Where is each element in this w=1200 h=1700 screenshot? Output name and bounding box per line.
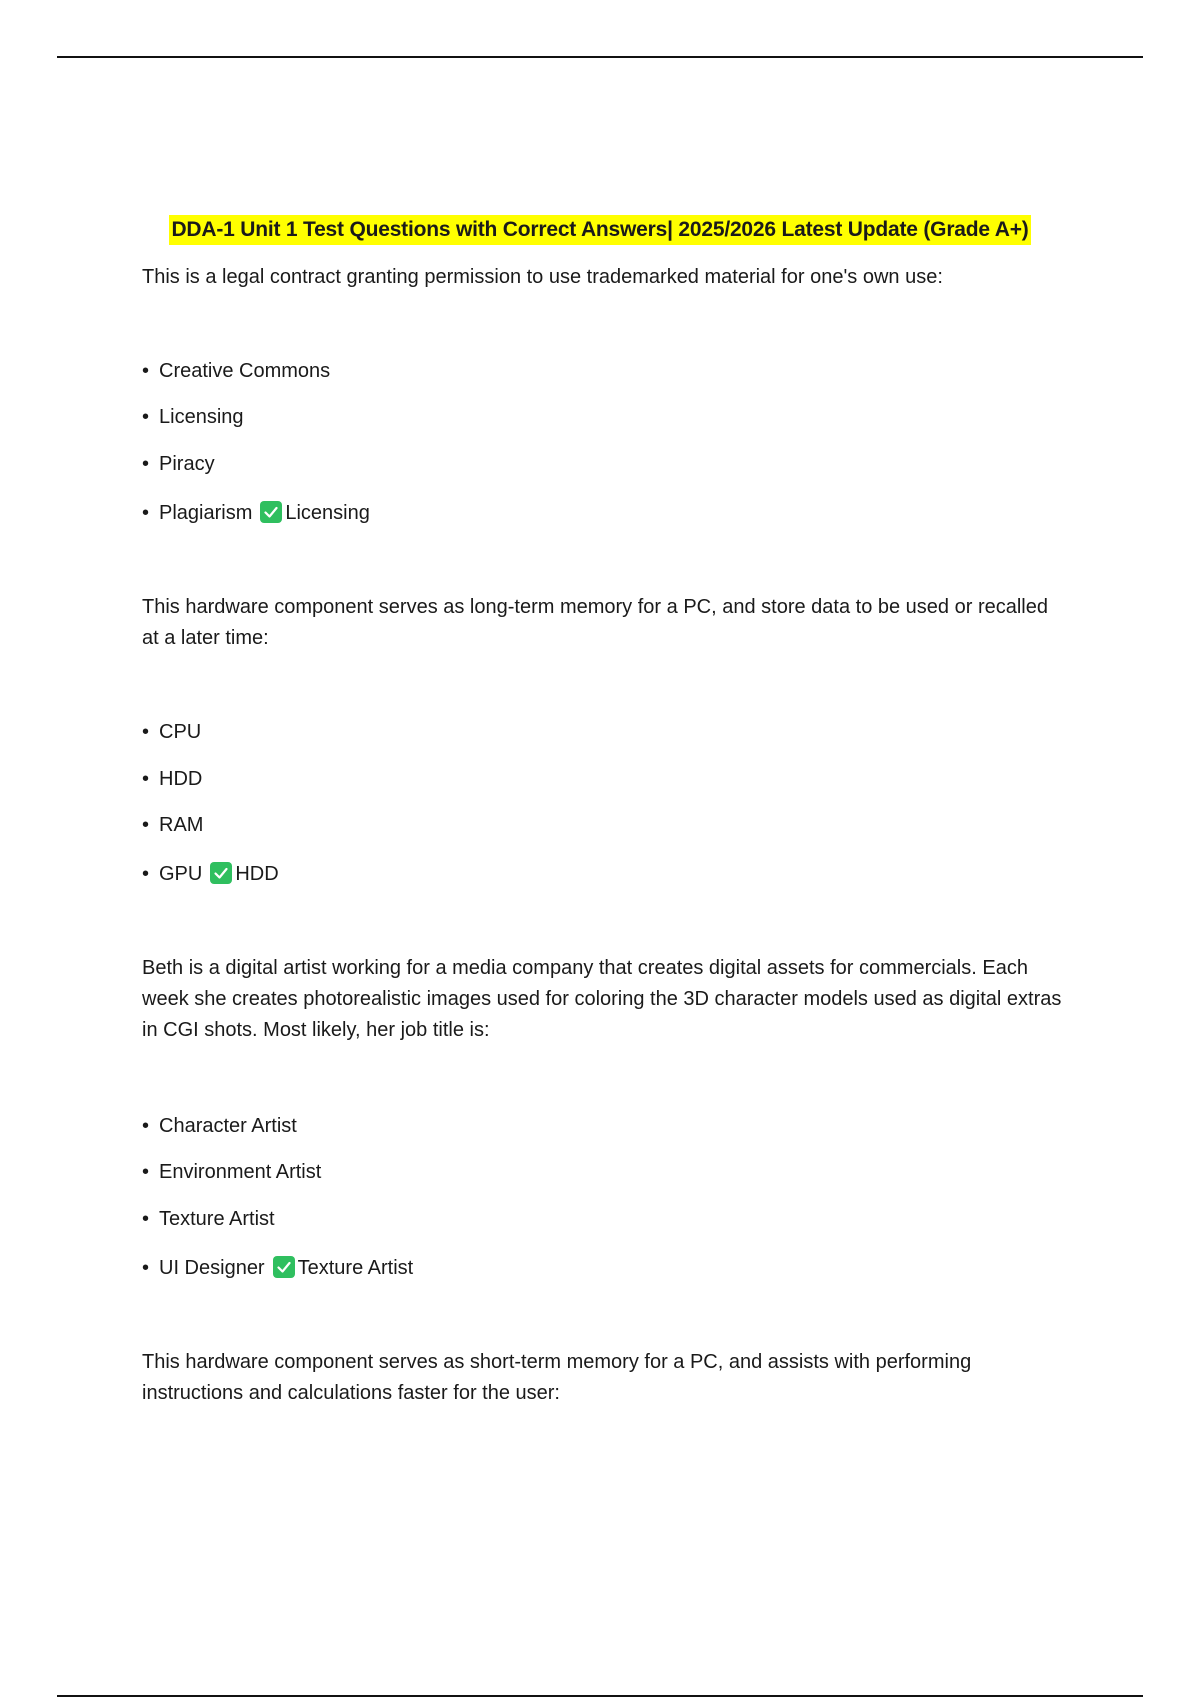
option-label: CPU	[159, 721, 202, 743]
question-2-option-1	[142, 718, 201, 746]
answer-label: HDD	[235, 863, 279, 885]
document-title: DDA-1 Unit 1 Test Questions with Correct Answers| 2025/2026 Latest Update (Grade A+)	[169, 215, 1030, 245]
option-label: Environment Artist	[159, 1161, 322, 1183]
question-1-option-3	[142, 450, 215, 478]
question-3-option-1	[142, 1112, 297, 1140]
bullet: •	[142, 814, 150, 836]
option-label: Plagiarism	[159, 502, 253, 524]
check-mark-icon	[260, 501, 282, 523]
question-3-option-4	[142, 1254, 413, 1282]
check-mark-icon	[273, 1256, 295, 1278]
option-label: Piracy	[159, 453, 215, 475]
answer-label: Licensing	[285, 502, 370, 524]
answer-label: Texture Artist	[297, 1257, 414, 1279]
bottom-rule	[57, 1695, 1143, 1697]
question-1-option-4	[142, 499, 370, 527]
bullet: •	[142, 863, 150, 885]
bullet: •	[142, 406, 150, 428]
option-label: Creative Commons	[159, 360, 331, 382]
option-label: GPU	[159, 863, 203, 885]
question-2-option-3	[142, 811, 203, 839]
question-1-option-1	[142, 357, 330, 385]
question-3-option-2	[142, 1158, 321, 1186]
bullet: •	[142, 1257, 150, 1279]
option-label: Licensing	[159, 406, 244, 428]
question-4-text: This hardware component serves as short-term memory for a PC, and assists with performing instructions and calculations faster for the user:	[142, 1351, 972, 1404]
question-2-text: This hardware component serves as long-term memory for a PC, and store data to be used or recalled at a later time:	[142, 596, 1048, 649]
title-container	[0, 215, 1200, 245]
bullet: •	[142, 768, 150, 790]
option-label: UI Designer	[159, 1257, 265, 1279]
question-2-option-2	[142, 765, 202, 793]
option-label: Character Artist	[159, 1115, 297, 1137]
bullet: •	[142, 1208, 150, 1230]
top-rule	[57, 56, 1143, 58]
question-2-option-4	[142, 860, 279, 888]
option-label: HDD	[159, 768, 203, 790]
question-3-option-3	[142, 1205, 275, 1233]
question-1-text: This is a legal contract granting permission to use trademarked material for one's own use:	[142, 266, 943, 288]
bullet: •	[142, 721, 150, 743]
question-3-text: Beth is a digital artist working for a media company that creates digital assets for commercials. Each week she creates photorealistic images used for coloring the 3D character models used as digital extras in CGI shots. Most likely, her job title is:	[142, 957, 1062, 1041]
bullet: •	[142, 360, 150, 382]
bullet: •	[142, 453, 150, 475]
question-1-option-2	[142, 403, 244, 431]
option-label: RAM	[159, 814, 204, 836]
bullet: •	[142, 1115, 150, 1137]
bullet: •	[142, 1161, 150, 1183]
bullet: •	[142, 502, 150, 524]
option-label: Texture Artist	[159, 1208, 275, 1230]
check-mark-icon	[210, 862, 232, 884]
